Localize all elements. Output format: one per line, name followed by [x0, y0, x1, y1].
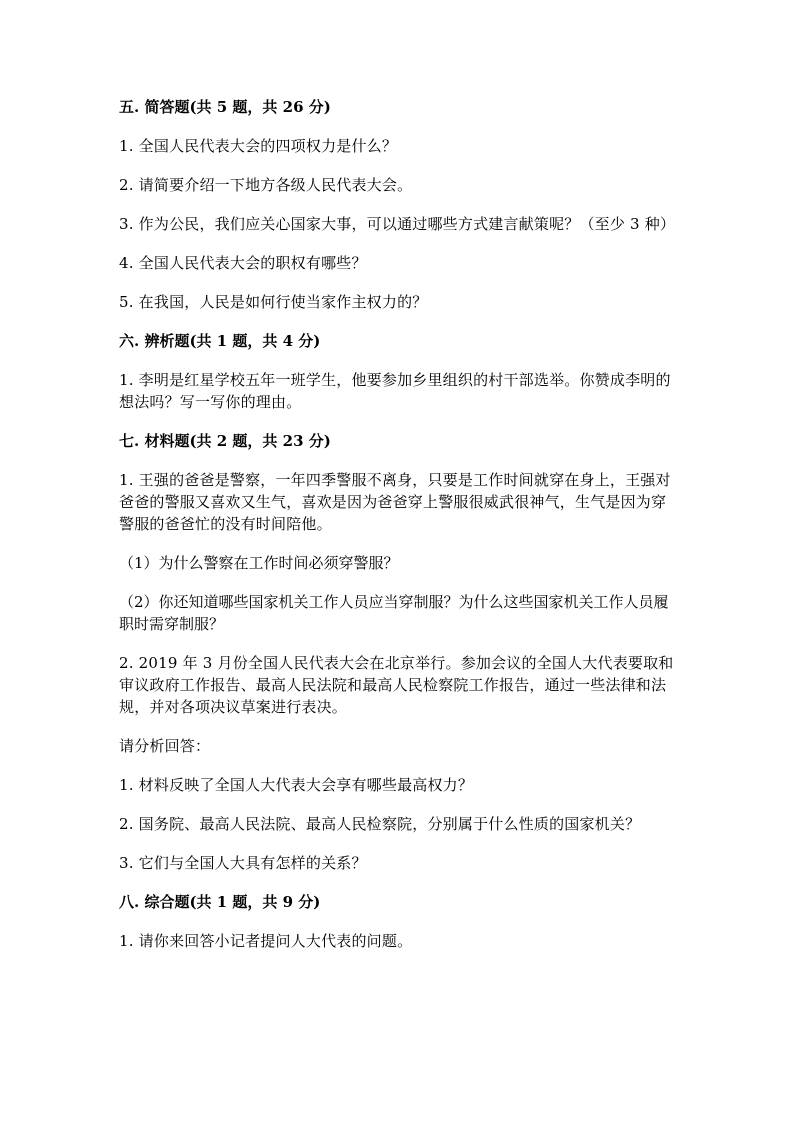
question-7-2-item-1: 1. 材料反映了全国人大代表大会享有哪些最高权力？	[119, 776, 474, 794]
question-5-2: 2. 请简要介绍一下地方各级人民代表大会。	[119, 176, 413, 194]
question-7-2-item-3: 3. 它们与全国人大具有怎样的关系？	[119, 854, 367, 872]
question-8-1: 1. 请你来回答小记者提问人大代表的问题。	[119, 932, 413, 950]
section-5-heading: 五. 简答题(共 5 题，共 26 分)	[119, 98, 331, 116]
section-7-heading: 七. 材料题(共 2 题，共 23 分)	[119, 432, 331, 450]
question-7-2-item-2: 2. 国务院、最高人民法院、最高人民检察院，分别属于什么性质的国家机关？	[119, 815, 641, 833]
question-7-1: 1. 王强的爸爸是警察，一年四季警服不离身，只要是工作时间就穿在身上，王强对爸爸的警服又喜欢又生气，喜欢是因为爸爸穿上警服很威武很神气，生气是因为穿警服的爸爸忙的没有时间陪他。	[119, 471, 671, 533]
exam-content	[119, 96, 679, 969]
question-7-1-sub-1: （1）为什么警察在工作时间必须穿警服？	[119, 554, 399, 572]
question-5-3: 3. 作为公民，我们应关心国家大事，可以通过哪些方式建言献策呢？（至少 3 种）	[119, 215, 676, 233]
question-7-2: 2. 2019 年 3 月份全国人民代表大会在北京举行。参加会议的全国人大代表要取和审议政府工作报告、最高人民法院和最高人民检察院工作报告，通过一些法律和法规，并对各项决议草案进行表决。	[119, 654, 674, 716]
question-5-5: 5. 在我国，人民是如何行使当家作主权力的？	[119, 293, 428, 311]
question-6-1: 1. 李明是红星学校五年一班学生，他要参加乡里组织的村干部选举。你赞成李明的想法吗？写一写你的理由。	[119, 371, 671, 411]
section-6-heading: 六. 辨析题(共 1 题，共 4 分)	[119, 332, 321, 350]
question-5-1: 1. 全国人民代表大会的四项权力是什么？	[119, 137, 398, 155]
question-5-4: 4. 全国人民代表大会的职权有哪些？	[119, 254, 367, 272]
question-7-1-sub-2: （2）你还知道哪些国家机关工作人员应当穿制服？为什么这些国家机关工作人员履职时需穿制服？	[119, 593, 669, 633]
section-8-heading: 八. 综合题(共 1 题，共 9 分)	[119, 893, 321, 911]
question-7-2-prompt: 请分析回答：	[119, 737, 211, 755]
